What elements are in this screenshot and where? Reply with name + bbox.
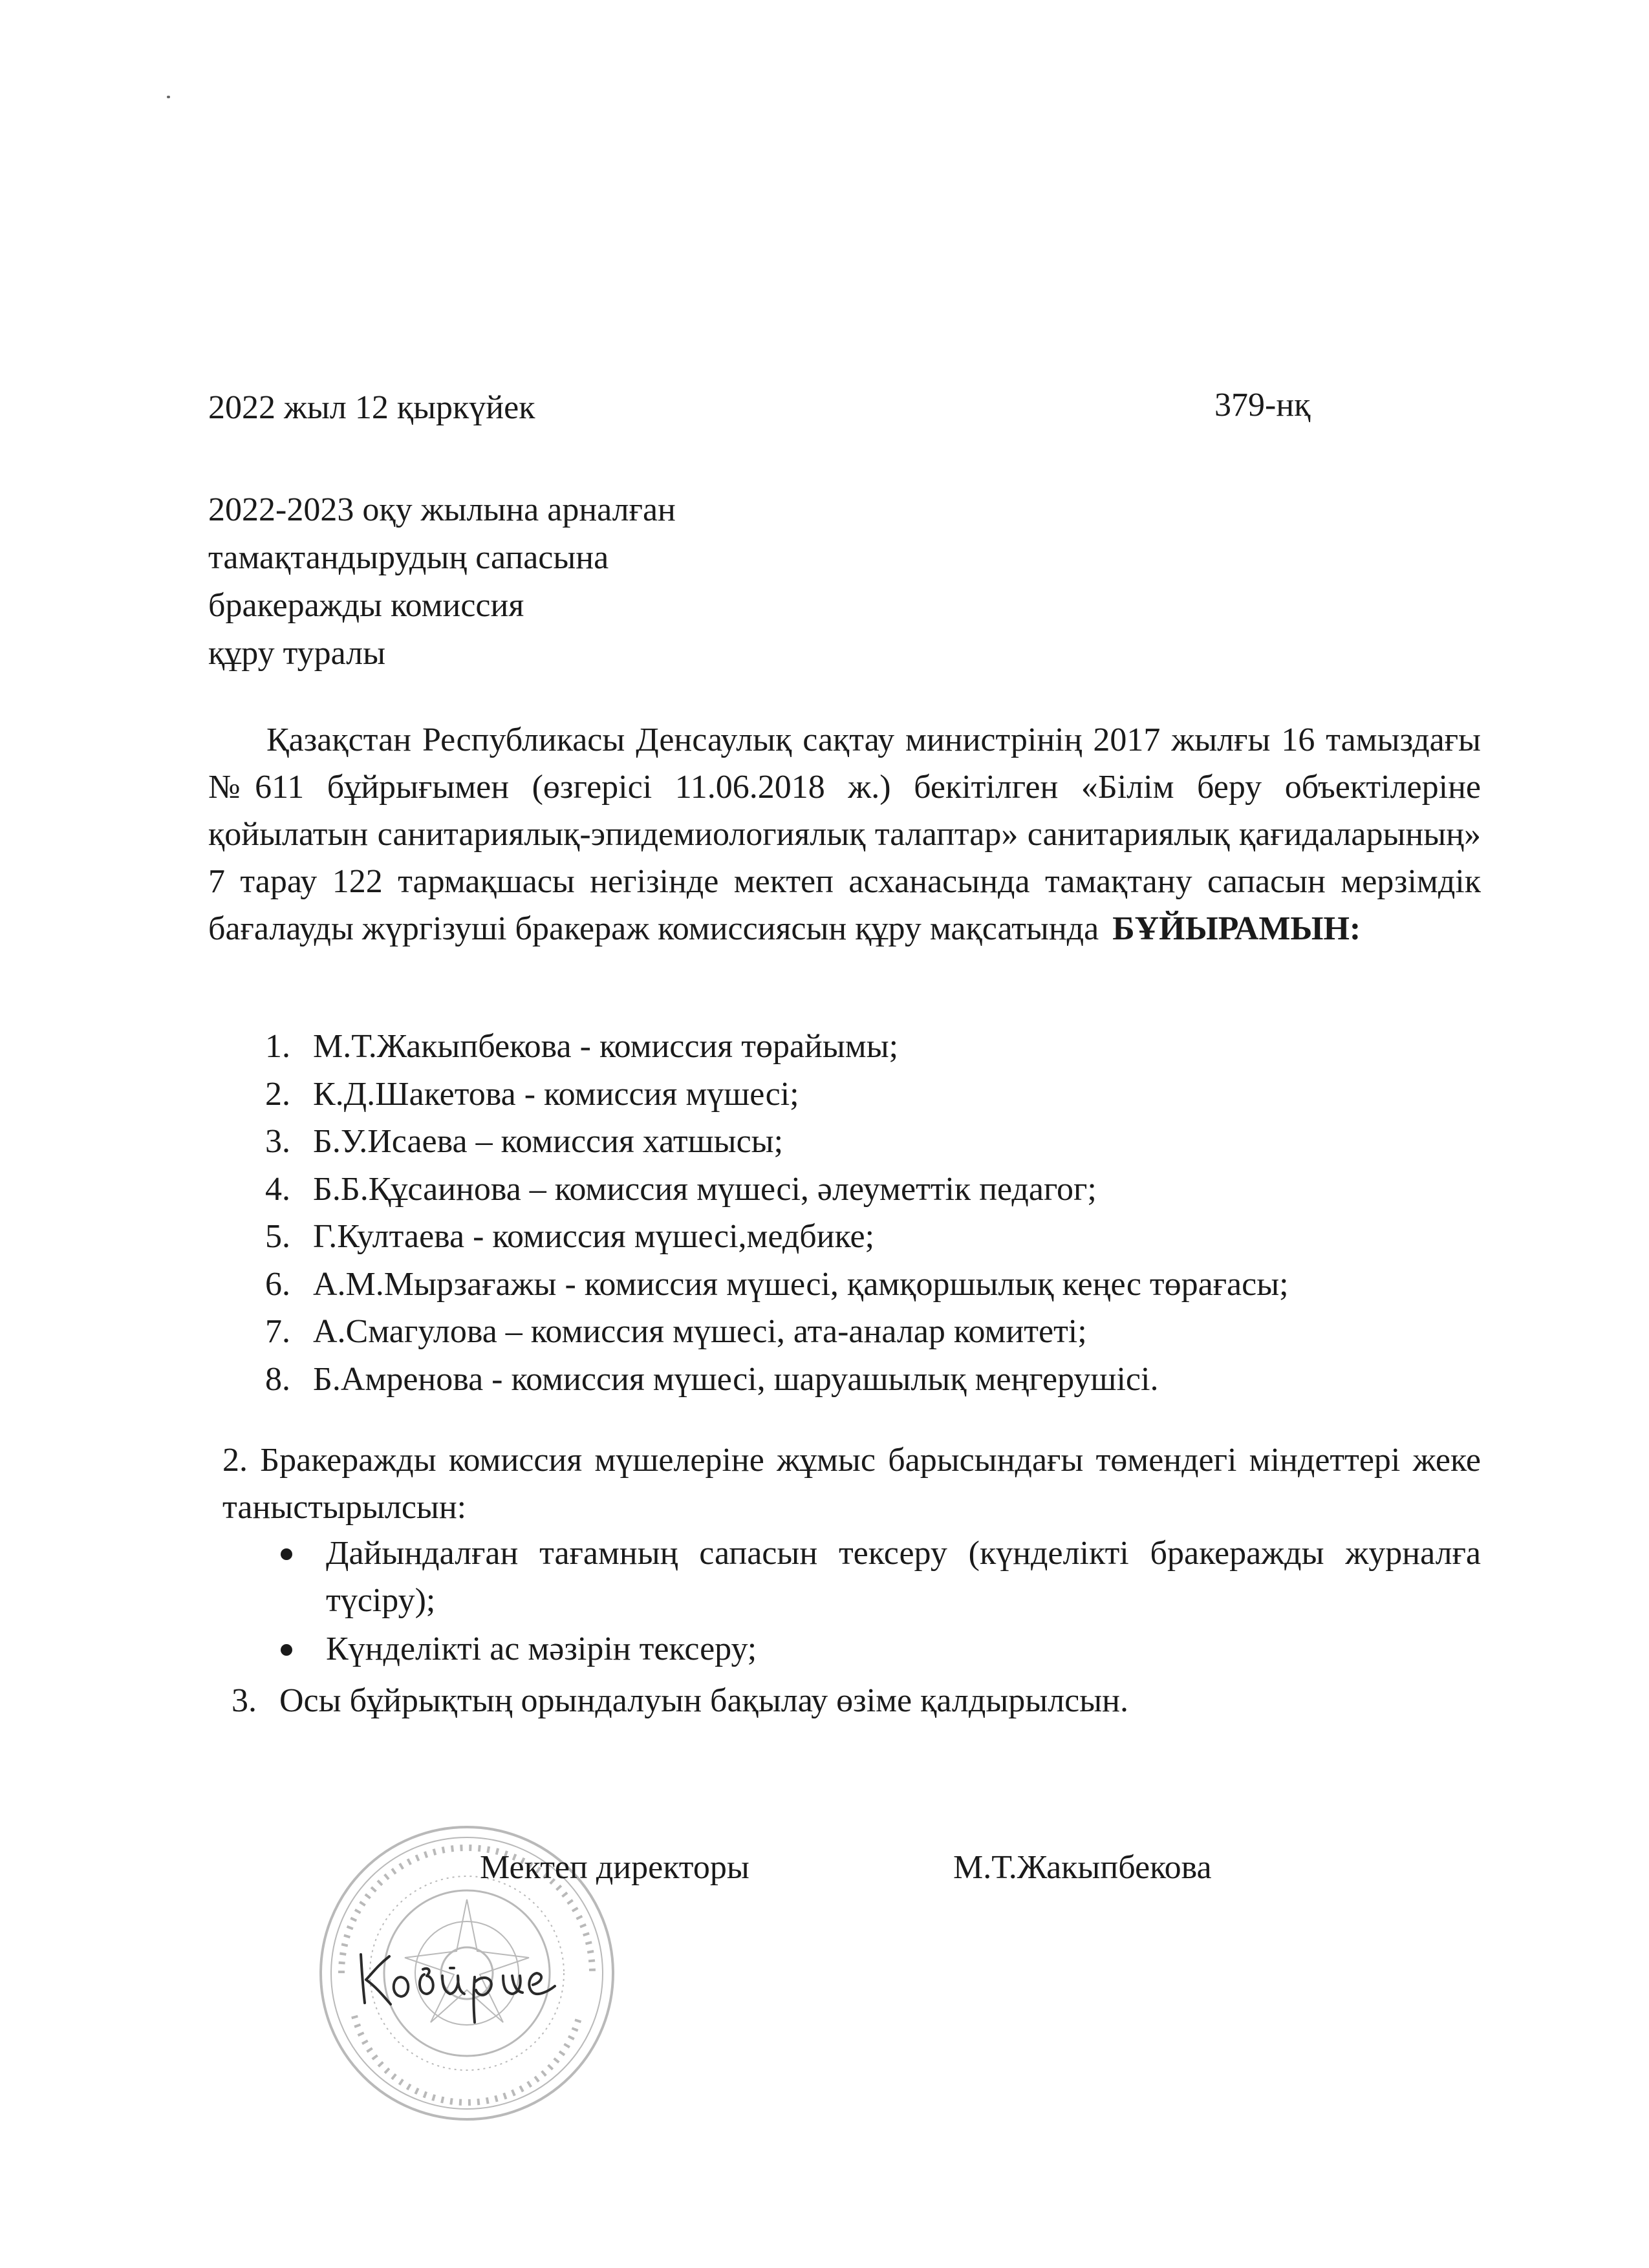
list-item-text: А.М.Мырзағажы - комиссия мүшесі, қамқоршылық кеңес төрағасы; [313,1265,1289,1303]
list-item-number: 6. [265,1265,290,1303]
scan-speck [167,96,170,98]
order-item-3 [232,1677,1128,1725]
list-item-number: 5. [265,1218,290,1255]
subject-line: құру туралы [208,635,386,672]
list-item-number: 3. [265,1123,290,1160]
list-item-text: К.Д.Шакетова - комиссия мүшесі; [313,1075,799,1113]
list-item [265,1213,1494,1261]
signatory-role: Мектеп директоры [480,1849,749,1886]
document-number: 379-нқ [1214,387,1311,423]
document-date: 2022 жыл 12 қыркүйек [208,389,535,426]
list-item [265,1308,1494,1356]
bullet-item [275,1530,1481,1624]
list-item-text: Б.У.Исаева – комиссия хатшысы; [313,1123,784,1160]
list-item-number: 3. [232,1682,257,1719]
bullet-icon [281,1644,292,1656]
list-item [265,1356,1494,1404]
subject-line: 2022-2023 оқу жылына арналған [208,491,676,528]
list-item [265,1261,1494,1309]
bullet-item-text: Күнделікті ас мәзірін тексеру; [326,1631,757,1667]
preamble-text: Қазақстан Республикасы Денсаулық сақтау министрінің 2017 жылғы 16 тамыздағы №611 бұйрығымен (өзгерісі 11.06.2018 ж.) бекітілген «Білім беру объектілеріне қойылатын санитариялық-эпидемиологиялық талаптар» санитариялық қағидаларының» 7 тарау 122 тармақшасы негізінде мектеп асханасында тамақтану сапасын мерзімдік бағалауды жүргізуші бракераж комиссиясын құру мақсатында [208,722,1481,947]
list-item [265,1023,1494,1071]
signatory-name: М.Т.Жакыпбекова [953,1849,1212,1886]
bullet-icon [281,1548,292,1560]
list-item-number: 8. [265,1360,290,1398]
list-item [265,1166,1494,1214]
list-item-number: 2. [265,1075,290,1113]
bullet-item [275,1625,1481,1673]
list-item-number: 4. [265,1170,290,1208]
order-item-2: 2. Бракеражды комиссия мүшелеріне жұмыс барысындағы төмендегі міндеттері жеке таныстырылсын: [222,1442,1481,1526]
bullet-item-text: Дайындалған тағамның сапасын тексеру (күнделікті бракеражды журналға түсіру); [326,1535,1481,1619]
list-item-text: А.Смагулова – комиссия мүшесі, ата-аналар комитеті; [313,1313,1087,1350]
order-keyword: БҰЙЫРАМЫН: [1112,910,1361,947]
list-item-text: Г.Култаева - комиссия мүшесі,медбике; [313,1218,875,1255]
list-item-number: 7. [265,1313,290,1350]
subject-line: бракеражды комиссия [208,587,524,624]
subject-line: тамақтандырудың сапасына [208,539,609,576]
preamble-paragraph [208,716,1481,952]
duties-list [275,1530,1481,1673]
list-item-text: Осы бұйрықтың орындалуын бақылау өзіме қалдырылсын. [279,1682,1128,1719]
list-item-text: М.Т.Жакыпбекова - комиссия төрайымы; [313,1028,899,1065]
list-item [265,1118,1494,1166]
list-item [265,1071,1494,1118]
list-item-number: 1. [265,1028,290,1065]
document-subject [208,486,984,678]
commission-members-list [265,1023,1494,1403]
list-item-text: Б.Б.Құсаинова – комиссия мүшесі, әлеуметтік педагог; [313,1170,1097,1208]
list-item-text: Б.Амренова - комиссия мүшесі, шаруашылық меңгерушісі. [313,1360,1159,1398]
